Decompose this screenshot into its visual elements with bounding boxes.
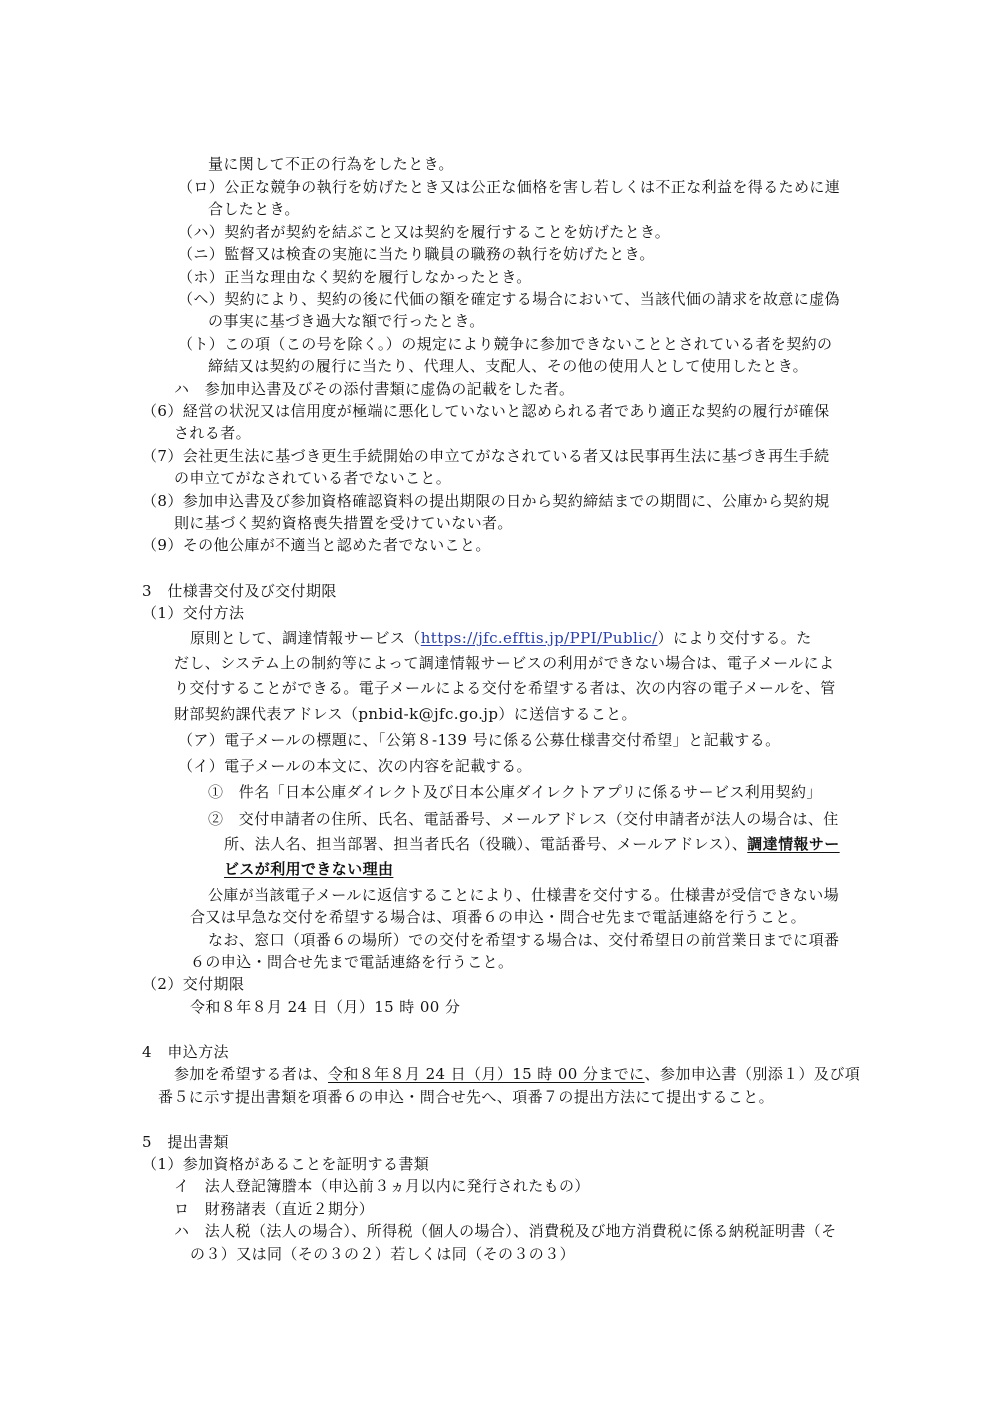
list-line: 合したとき。 <box>208 200 300 218</box>
para1-text-b: ）により交付する。た <box>657 629 812 647</box>
section-3-para1-line <box>190 627 812 649</box>
list-line: （ロ）公正な競争の執行を妨げたとき又は公正な価格を害し若しくは不正な利益を得るために連 <box>178 178 841 196</box>
list-line: される者。 <box>174 424 252 442</box>
section-4-line: 番５に示す提出書類を項番６の申込・問合せ先へ、項番７の提出方法にて提出すること。 <box>158 1088 775 1106</box>
procurement-service-link[interactable]: https://jfc.efftis.jp/PPI/Public/ <box>420 629 658 647</box>
list-line: ハ 参加申込書及びその添付書類に虚偽の記載をした者。 <box>174 380 575 398</box>
section-3-para1-line: 財部契約課代表アドレス（pnbid-k@jfc.go.jp）に送信すること。 <box>174 705 637 723</box>
section-3-circle2-emphasis-line: ビスが利用できない理由 <box>224 860 394 878</box>
section-3-reply-line: 公庫が当該電子メールに返信することにより、仕様書を交付する。仕様書が受信できない場 <box>208 886 840 904</box>
section-4-text-b: 、参加申込書（別添１）及び項 <box>644 1065 861 1083</box>
section-3-circle1: ① 件名「日本公庫ダイレクト及び日本公庫ダイレクトアプリに係るサービス利用契約」 <box>208 783 822 801</box>
list-line: （ト）この項（この号を除く。）の規定により競争に参加できないこととされている者を契約の <box>178 335 833 353</box>
list-line: （7）会社更生法に基づき更生手続開始の申立てがなされている者又は民事再生法に基づき再生手続 <box>142 447 830 465</box>
list-line: 則に基づく契約資格喪失措置を受けていない者。 <box>174 514 513 532</box>
list-line: （ホ）正当な理由なく契約を履行しなかったとき。 <box>178 268 532 286</box>
list-line: （9）その他公庫が不適当と認めた者でないこと。 <box>142 536 491 554</box>
section-3-circle2-line: ② 交付申請者の住所、氏名、電話番号、メールアドレス（交付申請者が法人の場合は、住 <box>208 810 839 828</box>
list-line: 量に関して不正の行為をしたとき。 <box>208 155 454 173</box>
section-5-item: ハ 法人税（法人の場合）、所得税（個人の場合）、消費税及び地方消費税に係る納税証明書（そ <box>174 1222 837 1240</box>
section-3-sub1: （1）交付方法 <box>142 604 245 622</box>
section-5-item: ロ 財務諸表（直近２期分） <box>174 1200 375 1218</box>
section-3-window-line: なお、窓口（項番６の場所）での交付を希望する場合は、交付希望日の前営業日までに項番 <box>208 931 840 949</box>
section-3-deadline: 令和８年８月 24 日（月）15 時 00 分 <box>190 998 461 1016</box>
section-5-heading: 5 提出書類 <box>142 1133 229 1151</box>
section-4-heading: 4 申込方法 <box>142 1043 229 1061</box>
section-3-item-a: （ア）電子メールの標題に、「公第８-139 号に係る公募仕様書交付希望」と記載する。 <box>178 731 781 749</box>
section-3-para1-line: り交付することができる。電子メールによる交付を希望する者は、次の内容の電子メールを、管 <box>174 679 836 697</box>
section-4-text-a: 参加を希望する者は、 <box>174 1065 329 1083</box>
list-line: 締結又は契約の履行に当たり、代理人、支配人、その他の使用人として使用したとき。 <box>208 357 809 375</box>
list-line: （ハ）契約者が契約を結ぶこと又は契約を履行することを妨げたとき。 <box>178 223 671 241</box>
section-3-heading: 3 仕様書交付及び交付期限 <box>142 582 337 600</box>
section-5-item: イ 法人登記簿謄本（申込前３ヵ月以内に発行されたもの） <box>174 1177 590 1195</box>
section-4-deadline-emphasis: 令和８年８月 24 日（月）15 時 00 分までに <box>328 1065 645 1083</box>
circle2-text: 所、法人名、担当部署、担当者氏名（役職）、電話番号、メールアドレス）、 <box>224 835 748 853</box>
list-line: （ヘ）契約により、契約の後に代価の額を確定する場合において、当該代価の請求を故意に虚偽 <box>178 290 840 308</box>
section-3-reply-line: 合又は早急な交付を希望する場合は、項番６の申込・問合せ先まで電話連絡を行うこと。 <box>190 908 807 926</box>
section-5-sub1: （1）参加資格があることを証明する書類 <box>142 1155 430 1173</box>
circle2-emphasis: 調達情報サー <box>747 835 840 853</box>
section-3-para1-line: だし、システム上の制約等によって調達情報サービスの利用ができない場合は、電子メールによ <box>174 654 835 672</box>
list-line: の申立てがなされている者でないこと。 <box>174 469 452 487</box>
list-line: （8）参加申込書及び参加資格確認資料の提出期限の日から契約締結までの期間に、公庫から契約規 <box>142 492 830 510</box>
section-4-line <box>174 1063 860 1085</box>
para1-text-a: 原則として、調達情報サービス（ <box>190 629 421 647</box>
list-line: の事実に基づき過大な額で行ったとき。 <box>208 312 485 330</box>
section-3-circle2-line <box>224 833 840 855</box>
section-3-sub2: （2）交付期限 <box>142 975 245 993</box>
list-line: （ニ）監督又は検査の実施に当たり職員の職務の執行を妨げたとき。 <box>178 245 655 263</box>
section-3-item-i: （イ）電子メールの本文に、次の内容を記載する。 <box>178 757 532 775</box>
section-5-item: の３）又は同（その３の２）若しくは同（その３の３） <box>190 1245 576 1263</box>
list-line: （6）経営の状況又は信用度が極端に悪化していないと認められる者であり適正な契約の履行が確保 <box>142 402 830 420</box>
section-3-window-line: ６の申込・問合せ先まで電話連絡を行うこと。 <box>190 953 514 971</box>
